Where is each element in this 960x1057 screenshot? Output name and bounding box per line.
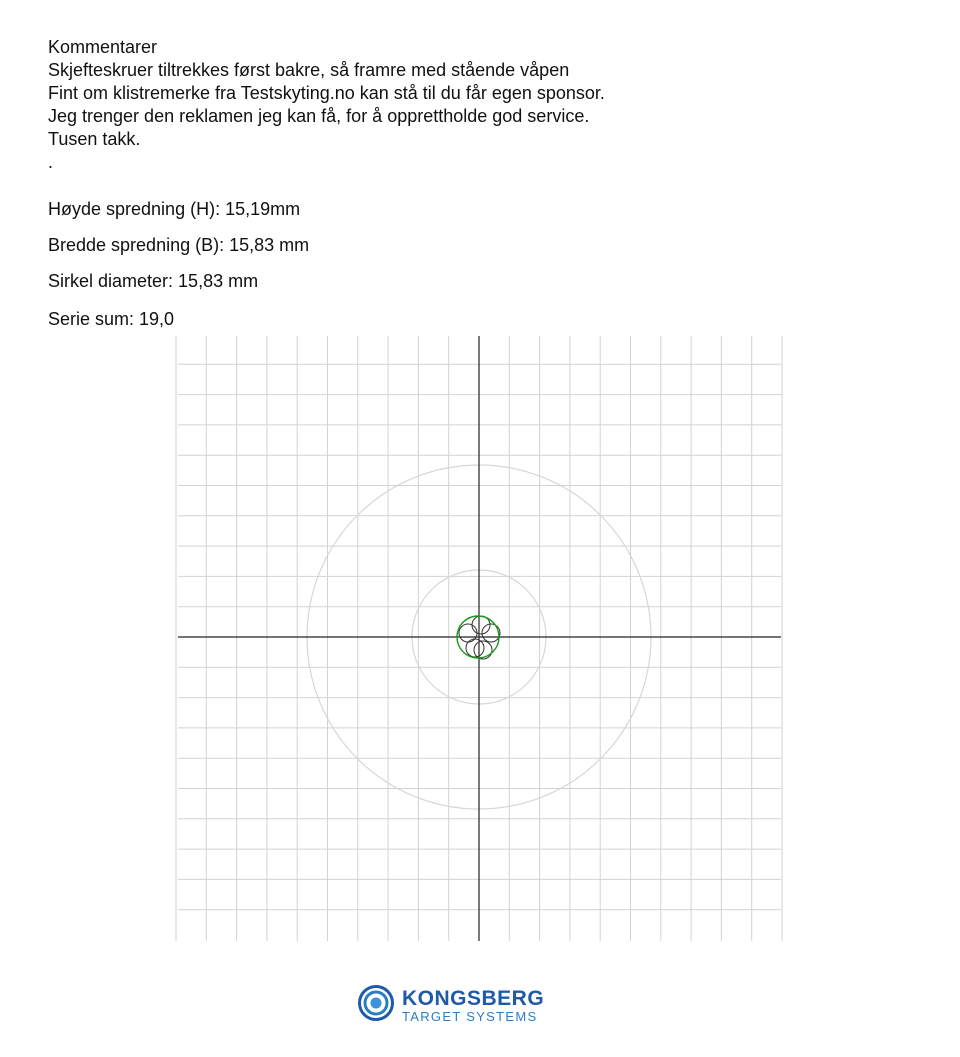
- width-spread-stat: Bredde spredning (B): 15,83 mm: [48, 235, 310, 255]
- series-sum-stat: Serie sum: 19,0: [48, 309, 175, 329]
- comment-line: Tusen takk.: [48, 129, 141, 149]
- kongsberg-logo: [358, 985, 558, 1027]
- height-spread-stat: Høyde spredning (H): 15,19mm: [48, 199, 301, 219]
- logo-subtitle: TARGET SYSTEMS: [402, 1009, 538, 1024]
- comments-heading: Kommentarer: [48, 37, 158, 57]
- comment-line: Skjefteskruer tiltrekkes først bakre, så framre med stående våpen: [48, 60, 570, 80]
- logo-name: KONGSBERG: [402, 987, 545, 1010]
- comment-line: Jeg trenger den reklamen jeg kan få, for å opprettholde god service.: [48, 106, 590, 126]
- kongsberg-rings-icon: [358, 985, 394, 1021]
- circle-diameter-stat: Sirkel diameter: 15,83 mm: [48, 271, 259, 291]
- comment-line: .: [48, 152, 54, 172]
- comment-line: Fint om klistremerke fra Testskyting.no kan stå til du får egen sponsor.: [48, 83, 605, 103]
